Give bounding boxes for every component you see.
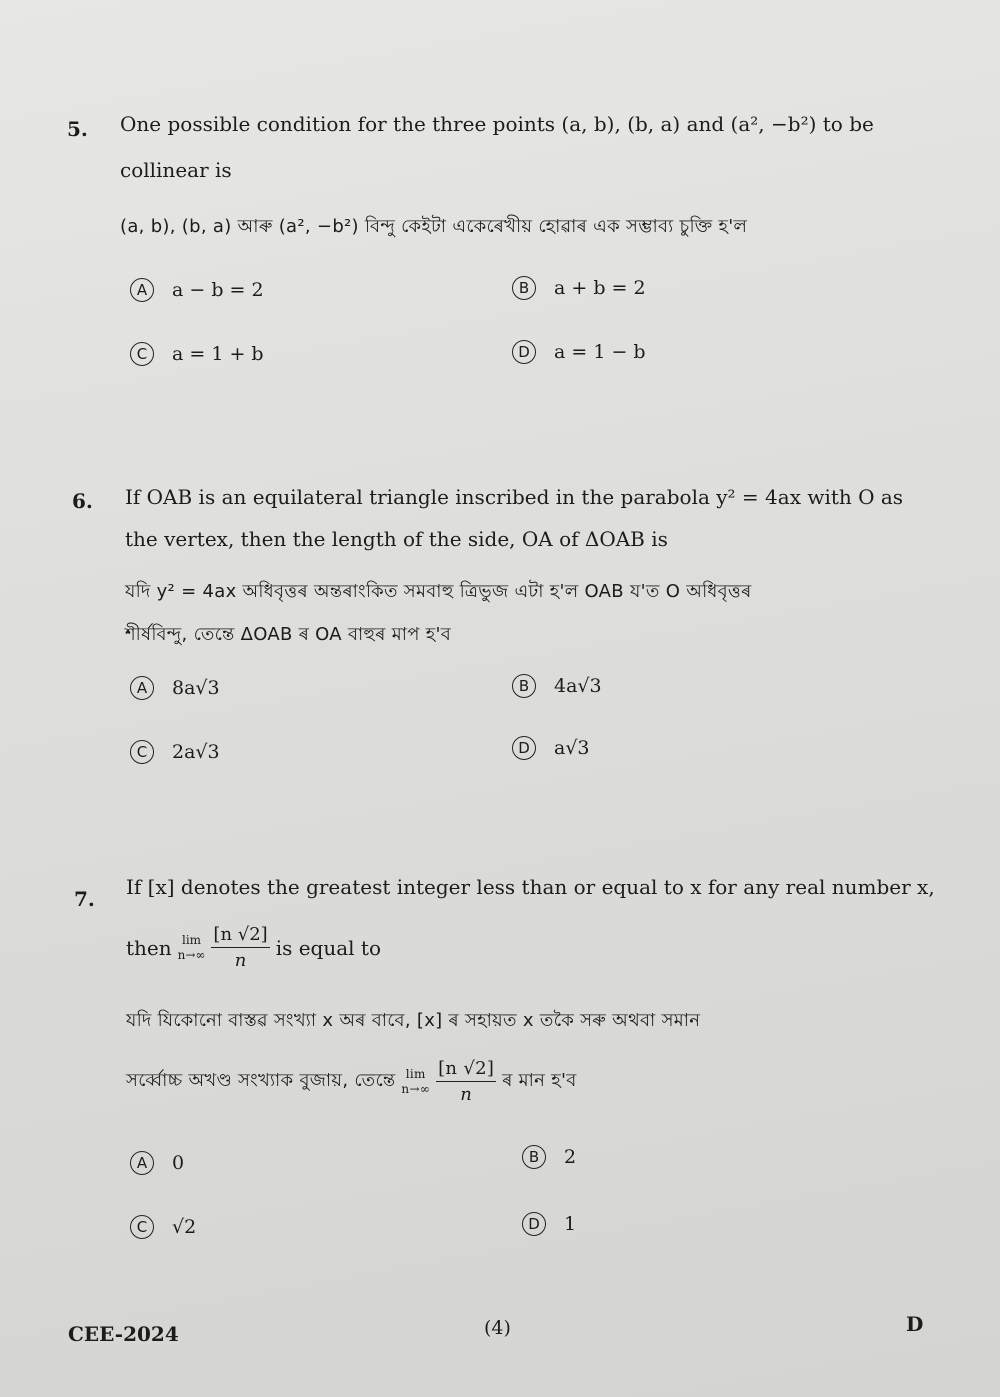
- limit-fraction: [211, 924, 269, 971]
- question-text-en-cont: collinear is: [120, 158, 232, 182]
- bn-tail: ৰ মান হ'ব: [502, 1070, 577, 1091]
- question-text-bn: (a, b), (b, a) আৰু (a², −b²) বিন্দু কেইটা একেৰেখীয় হোৱাৰ এক সম্ভাব্য চুক্তি হ'ল: [120, 216, 748, 237]
- option-c[interactable]: [130, 342, 264, 366]
- option-label: C: [130, 342, 154, 366]
- option-c[interactable]: [130, 740, 220, 764]
- limit-label: lim: [405, 1067, 426, 1082]
- limit-operator: [178, 933, 206, 962]
- option-c[interactable]: [130, 1215, 196, 1239]
- option-b[interactable]: [512, 674, 602, 698]
- option-d[interactable]: [512, 340, 646, 364]
- set-code: D: [906, 1312, 924, 1336]
- option-label: A: [130, 676, 154, 700]
- option-a[interactable]: [130, 676, 220, 700]
- limit-operator: [401, 1067, 430, 1096]
- limit-label: lim: [182, 933, 202, 948]
- option-label: D: [512, 736, 536, 760]
- option-text: a − b = 2: [172, 279, 264, 301]
- question-text-en: One possible condition for the three points (a, b), (b, a) and (a², −b²) to be: [120, 112, 874, 136]
- limit-fraction: [436, 1058, 496, 1105]
- question-text-bn: যদি যিকোনো বাস্তৱ সংখ্যা x অৰ বাবে, [x] ৰ সহায়ত x তকৈ সৰু অথবা সমান: [126, 1010, 701, 1031]
- option-b[interactable]: [512, 276, 646, 300]
- option-text: 0: [172, 1152, 185, 1174]
- option-text: a = 1 − b: [554, 341, 646, 363]
- option-label: C: [130, 1215, 154, 1239]
- option-text: a + b = 2: [554, 277, 646, 299]
- limit-subscript: n→∞: [401, 1081, 431, 1096]
- fraction-numerator: [n √2]: [211, 924, 269, 948]
- option-text: √2: [172, 1216, 197, 1238]
- fraction-denominator: n: [234, 950, 247, 971]
- question-text-bn-cont: শীৰ্ষবিন্দু, তেন্তে ΔOAB ৰ OA বাহুৰ মাপ হ'ব: [125, 624, 452, 645]
- question-text-en-cont: the vertex, then the length of the side, OA of ΔOAB is: [125, 527, 668, 551]
- option-a[interactable]: [130, 1151, 184, 1175]
- question-tail: is equal to: [275, 935, 381, 960]
- bn-lead: সৰ্ব্বোচ্চ অখণ্ড সংখ্যাক বুজায়, তেন্তে: [126, 1070, 396, 1091]
- fraction-numerator: [n √2]: [436, 1058, 496, 1082]
- question-text-en: If [x] denotes the greatest integer less than or equal to x for any real number x,: [126, 875, 935, 899]
- fraction-denominator: n: [460, 1084, 473, 1105]
- question-text-en: If OAB is an equilateral triangle inscribed in the parabola y² = 4ax with O as: [125, 485, 904, 509]
- option-label: B: [522, 1145, 546, 1169]
- option-label: D: [512, 340, 536, 364]
- option-d[interactable]: [512, 736, 590, 760]
- option-label: B: [512, 276, 536, 300]
- option-label: D: [522, 1212, 546, 1236]
- question-text-en-cont: [126, 924, 381, 971]
- question-text-bn-cont: [126, 1058, 577, 1105]
- option-text: 2a√3: [172, 741, 220, 763]
- option-text: 2: [564, 1146, 577, 1168]
- page-number: (4): [484, 1317, 511, 1339]
- option-label: C: [130, 740, 154, 764]
- option-text: a = 1 + b: [172, 343, 264, 365]
- question-number: 5.: [67, 117, 88, 141]
- option-label: A: [130, 278, 154, 302]
- option-label: A: [130, 1151, 154, 1175]
- exam-code: CEE-2024: [68, 1322, 179, 1346]
- option-d[interactable]: [522, 1212, 576, 1236]
- option-a[interactable]: [130, 278, 264, 302]
- option-label: B: [512, 674, 536, 698]
- option-text: 8a√3: [172, 677, 220, 699]
- option-b[interactable]: [522, 1145, 576, 1169]
- question-number: 6.: [72, 489, 93, 513]
- question-text-bn: যদি y² = 4ax অধিবৃত্তৰ অন্তৰাংকিত সমবাহু ত্ৰিভুজ এটা হ'ল OAB য'ত O অধিবৃত্তৰ: [125, 581, 752, 602]
- limit-subscript: n→∞: [177, 947, 206, 962]
- then-word: then: [126, 935, 172, 960]
- option-text: a√3: [554, 737, 590, 759]
- option-text: 1: [564, 1213, 577, 1235]
- option-text: 4a√3: [554, 675, 602, 697]
- question-number: 7.: [74, 887, 95, 911]
